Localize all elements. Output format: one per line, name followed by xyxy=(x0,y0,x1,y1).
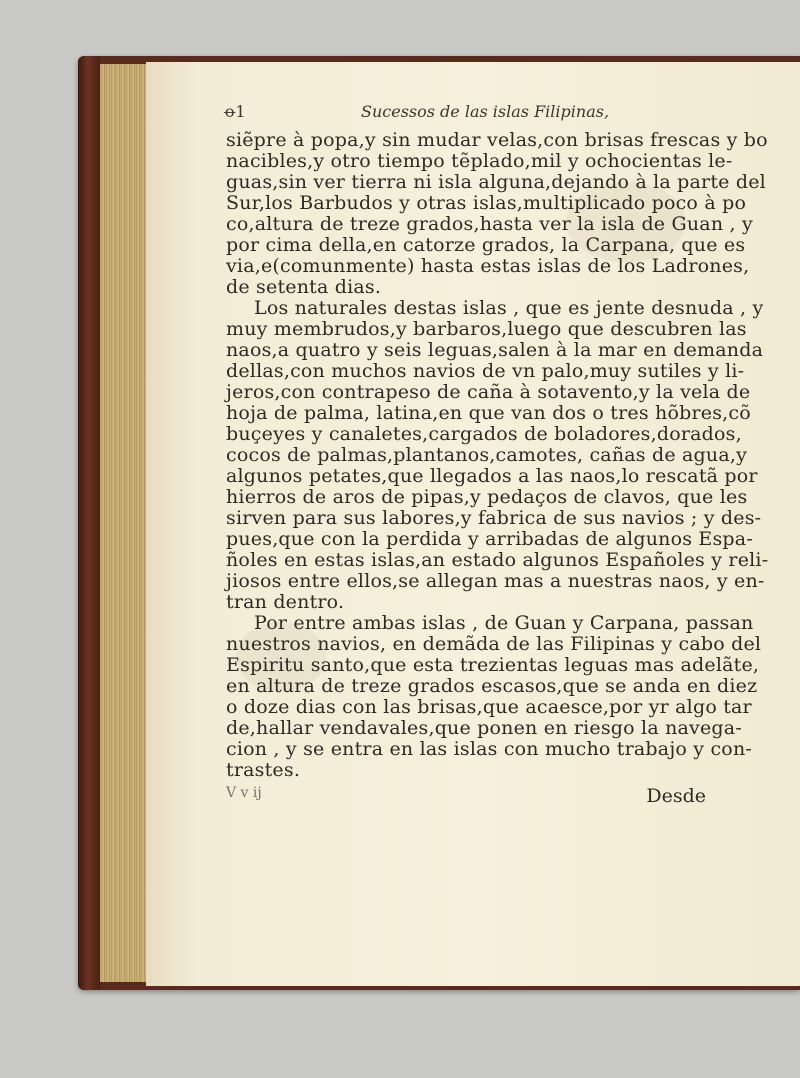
text-line: nuestros navios, en demãda de las Filipinas y cabo del xyxy=(226,633,762,655)
text-line: jeros,con contrapeso de caña à sotavento,y la vela de xyxy=(226,381,751,403)
text-line: naos,a quatro y seis leguas,salen à la mar en demanda xyxy=(226,339,764,361)
text-line: hierros de aros de pipas,y pedaços de clavos, que les xyxy=(226,486,748,508)
text-line: tran dentro. xyxy=(226,591,345,613)
text-line: ñoles en estas islas,an estado algunos Españoles y reli- xyxy=(226,549,769,571)
text-line: siẽpre à popa,y sin mudar velas,con brisas frescas y bo xyxy=(226,129,768,151)
page-footer xyxy=(226,785,726,809)
running-title: Sucessos de las islas Filipinas, xyxy=(361,102,610,121)
page-stack xyxy=(100,64,147,982)
text-line: co,altura de treze grados,hasta ver la isla de Guan , y xyxy=(226,213,753,235)
text-line: buçeyes y canaletes,cargados de boladores,dorados, xyxy=(226,423,742,445)
text-line: algunos petates,que llegados a las naos,lo rescatã por xyxy=(226,465,758,487)
text-line: de setenta dias. xyxy=(226,276,382,298)
text-line: en altura de treze grados escasos,que se anda en diez xyxy=(226,675,758,697)
text-line: cion , y se entra en las islas con mucho trabajo y con- xyxy=(226,738,753,760)
catchword: Desde xyxy=(646,785,706,807)
page-number: ꝋ1 xyxy=(224,102,246,121)
text-line: hoja de palma, latina,en que van dos o tres hõbres,cõ xyxy=(226,402,751,424)
text-block xyxy=(224,102,769,809)
text-line: o doze dias con las brisas,que acaesce,por yr algo tar xyxy=(226,696,752,718)
text-line: nacibles,y otro tiempo tẽplado,mil y ochocientas le- xyxy=(226,150,733,172)
text-line: dellas,con muchos navios de vn palo,muy sutiles y li- xyxy=(226,360,745,382)
text-line: via,e(comunmente) hasta estas islas de los Ladrones, xyxy=(226,255,750,277)
text-line: por cima della,en catorze grados, la Carpana, que es xyxy=(226,234,746,256)
book-page xyxy=(146,62,800,986)
paragraph-start-line: Los naturales destas islas , que es jente desnuda , y xyxy=(254,297,764,319)
text-line: muy membrudos,y barbaros,luego que descubren las xyxy=(226,318,747,340)
text-line: Sur,los Barbudos y otras islas,multiplicado poco à po xyxy=(226,192,747,214)
book xyxy=(78,56,800,990)
text-line: sirven para sus labores,y fabrica de sus navios ; y des- xyxy=(226,507,762,529)
book-cover-edge xyxy=(78,56,100,990)
text-line: Espiritu santo,que esta trezientas leguas mas adelãte, xyxy=(226,654,760,676)
text-line: guas,sin ver tierra ni isla alguna,dejando à la parte del xyxy=(226,171,766,193)
paragraph-start-line: Por entre ambas islas , de Guan y Carpana, passan xyxy=(254,612,754,634)
text-line: trastes. xyxy=(226,759,301,781)
text-line: cocos de palmas,plantanos,camotes, cañas de agua,y xyxy=(226,444,748,466)
running-head xyxy=(226,102,726,130)
signature-mark: V v ij xyxy=(226,785,262,801)
text-line: pues,que con la perdida y arribadas de algunos Espa- xyxy=(226,528,753,550)
text-line: jiosos entre ellos,se allegan mas a nuestras naos, y en- xyxy=(226,570,765,592)
text-line: de,hallar vendavales,que ponen en riesgo la navega- xyxy=(226,717,742,739)
